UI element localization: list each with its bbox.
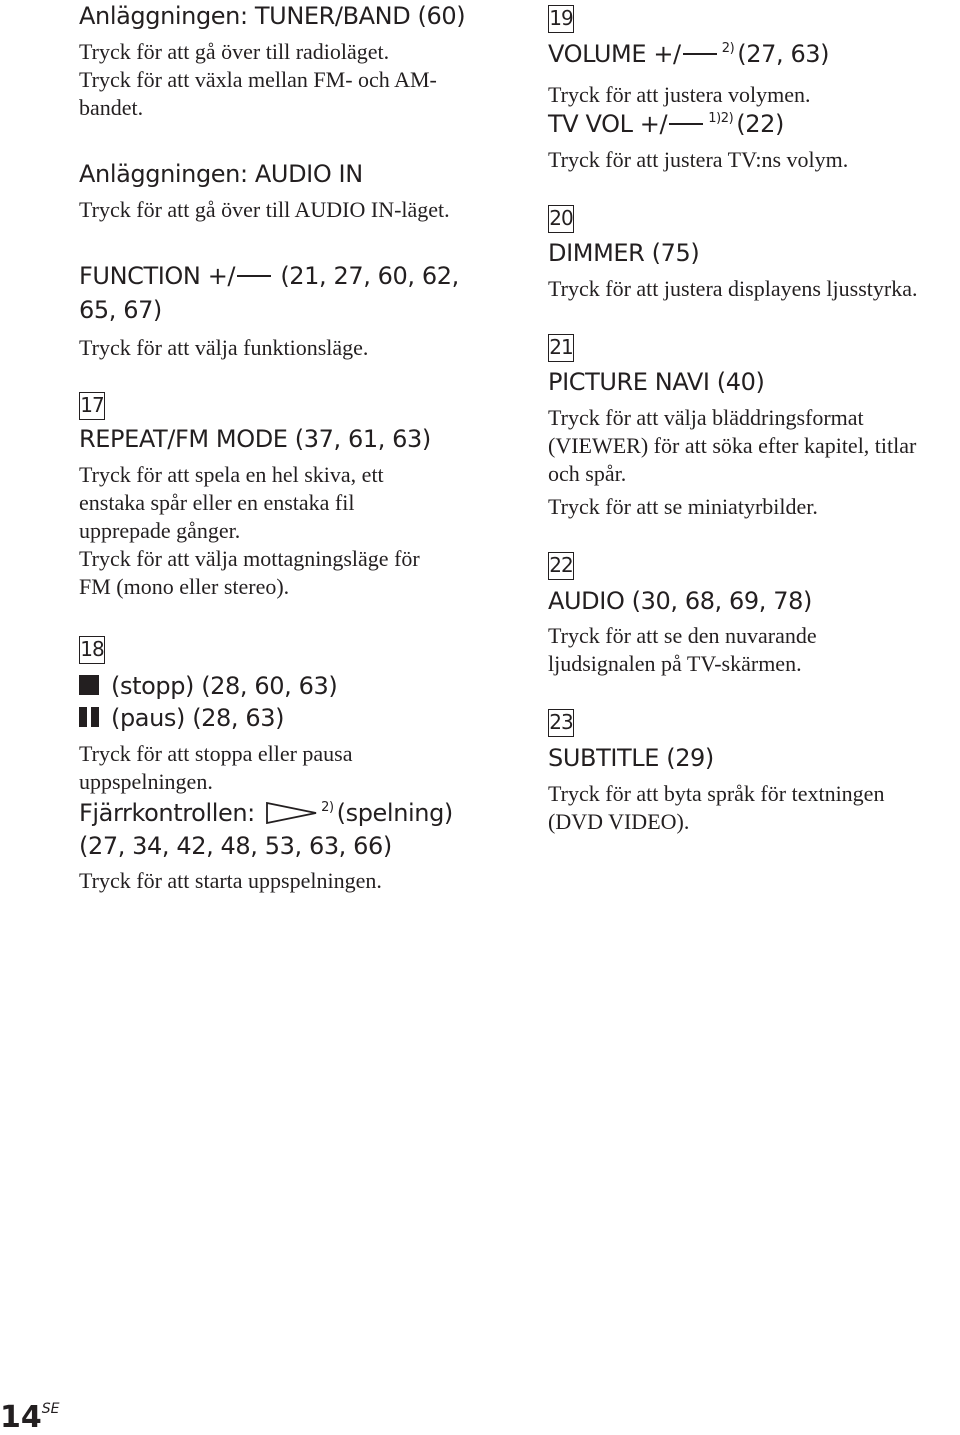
picture-heading: PICTURE NAVI (40) (548, 368, 765, 396)
item-number-18: 18 (79, 636, 105, 664)
stop-icon (79, 675, 99, 695)
repeat-text-4: Tryck för att välja mottagningsläge för (79, 546, 420, 571)
audioin-heading: Anläggningen: AUDIO IN (79, 160, 363, 188)
dimmer-heading: DIMMER (75) (548, 239, 700, 267)
audio-text-1: Tryck för att se den nuvarande (548, 623, 817, 648)
function-heading-line-2: 65, 67) (79, 296, 162, 324)
dimmer-text: Tryck för att justera displayens ljusstyrka. (548, 276, 918, 301)
volume-heading (548, 38, 829, 75)
tuner-text-2: Tryck för att växla mellan FM- och AM- (79, 67, 437, 92)
minus-dash-icon (237, 275, 271, 277)
minus-dash-icon (669, 123, 703, 125)
stop-heading-line (79, 670, 337, 703)
tuner-heading: Anläggningen: TUNER/BAND (60) (79, 2, 466, 30)
tvvol-heading-label: TV VOL +/ (548, 110, 668, 138)
picture-text-3: och spår. (548, 461, 627, 486)
pause-heading-line (79, 702, 284, 735)
item-number-17: 17 (79, 392, 105, 420)
remote-heading-line-1 (79, 797, 453, 834)
function-text: Tryck för att välja funktionsläge. (79, 335, 369, 360)
play-icon (266, 802, 318, 824)
tvvol-heading-pages: (22) (736, 110, 784, 138)
remote-heading-play: (spelning) (336, 799, 453, 827)
picture-text-4: Tryck för att se miniatyrbilder. (548, 494, 818, 519)
function-heading-label: FUNCTION +/ (79, 262, 236, 290)
tuner-text-1: Tryck för att gå över till radioläget. (79, 39, 390, 64)
remote-text: Tryck för att starta uppspelningen. (79, 868, 382, 893)
volume-heading-label: VOLUME +/ (548, 40, 681, 68)
picture-text-1: Tryck för att välja bläddringsformat (548, 405, 864, 430)
subtitle-text-2: (DVD VIDEO). (548, 809, 690, 834)
stop-text-2: uppspelningen. (79, 769, 213, 794)
volume-footnote: 2) (721, 41, 735, 56)
subtitle-text-1: Tryck för att byta språk för textningen (548, 781, 885, 806)
repeat-text-3: upprepade gånger. (79, 518, 241, 543)
subtitle-heading: SUBTITLE (29) (548, 744, 714, 772)
repeat-text-5: FM (mono eller stereo). (79, 574, 290, 599)
repeat-heading: REPEAT/FM MODE (37, 61, 63) (79, 425, 431, 453)
function-heading-pages: (21, 27, 60, 62, (273, 262, 459, 290)
audio-text-2: ljudsignalen på TV-skärmen. (548, 651, 802, 676)
item-number-23: 23 (548, 709, 574, 737)
page-number-value: 14 (0, 1400, 42, 1435)
pause-heading: (paus) (28, 63) (111, 704, 285, 732)
stop-text-1: Tryck för att stoppa eller pausa (79, 741, 353, 766)
volume-text: Tryck för att justera volymen. (548, 82, 811, 107)
volume-heading-pages: (27, 63) (737, 40, 830, 68)
remote-footnote: 2) (321, 800, 334, 815)
tuner-text-3: bandet. (79, 95, 144, 120)
item-number-20: 20 (548, 205, 574, 233)
tvvol-text: Tryck för att justera TV:ns volym. (548, 147, 849, 172)
function-heading-line-1 (79, 260, 459, 293)
stop-heading: (stopp) (28, 60, 63) (111, 672, 338, 700)
audio-heading: AUDIO (30, 68, 69, 78) (548, 587, 812, 615)
tvvol-heading (548, 108, 784, 145)
repeat-text-1: Tryck för att spela en hel skiva, ett (79, 462, 384, 487)
tvvol-footnote: 1)2) (708, 111, 734, 126)
picture-text-2: (VIEWER) för att söka efter kapitel, titlar (548, 433, 917, 458)
remote-heading-line-2: (27, 34, 42, 48, 53, 63, 66) (79, 832, 392, 860)
minus-dash-icon (683, 53, 717, 55)
pause-icon (79, 707, 99, 727)
item-number-19: 19 (548, 5, 574, 33)
remote-heading-label: Fjärrkontrollen: (79, 799, 255, 827)
page-number-suffix: SE (41, 1401, 60, 1417)
audioin-text: Tryck för att gå över till AUDIO IN-läget. (79, 197, 450, 222)
repeat-text-2: enstaka spår eller en enstaka fil (79, 490, 355, 515)
item-number-21: 21 (548, 334, 574, 362)
page-number (0, 1400, 59, 1435)
item-number-22: 22 (548, 552, 574, 580)
